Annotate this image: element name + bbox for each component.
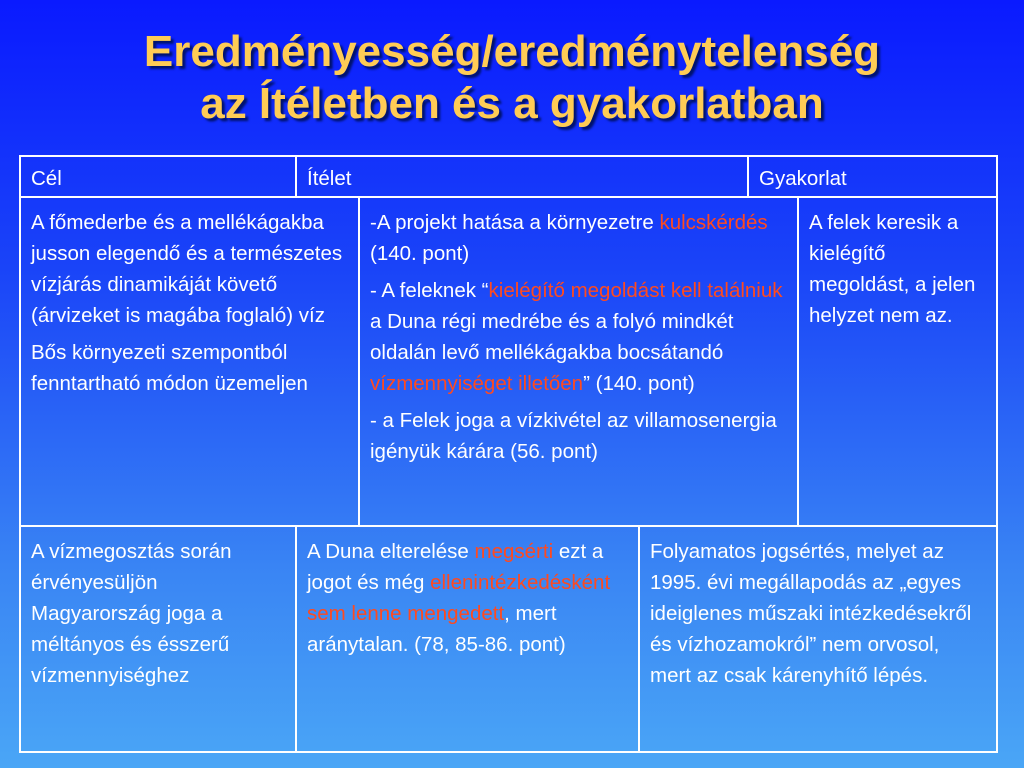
table-border-bottom	[19, 751, 998, 753]
highlight-ellenintezkedes: ellenintézkedésként sem lenne mengedett	[307, 571, 611, 625]
highlight-kielegito-megoldas: kielégítő megoldást kell találniuk	[488, 279, 783, 302]
highlight-megserti: megsérti	[474, 540, 554, 563]
header-gyakorlat: Gyakorlat	[759, 167, 847, 190]
row1-cel-paragraph-1: A főmederbe és a mellékágakba jusson elegendő és a természetes vízjárás dinamikáját követő (árvizeket is magába foglaló) víz	[31, 211, 343, 327]
row2-itelet: A Duna elterelése megsérti ezt a jogot és még ellenintézkedésként sem lenne mengedett, mert aránytalan. (78, 85-86. pont)	[307, 540, 611, 656]
table-divider-header	[19, 196, 998, 198]
row1-cel	[21, 203, 358, 405]
row1-cel-paragraph-2: Bős környezeti szempontból fenntartható módon üzemeljen	[31, 341, 308, 395]
row2-cel: A vízmegosztás során érvényesüljön Magyarország joga a méltányos és ésszerű vízmennyiséghez	[31, 540, 232, 687]
row1-itelet	[360, 203, 797, 473]
table-border-right	[996, 155, 998, 753]
row1-itelet-paragraph-2: - A feleknek “kielégítő megoldást kell találniuk a Duna régi medrébe és a folyó mindkét oldalán levő mellékágakba bocsátandó vízmennyiséget illetően” (140. pont)	[370, 279, 783, 395]
highlight-kulcskerdes: kulcskérdés	[659, 211, 768, 234]
header-cel: Cél	[31, 167, 62, 190]
row2-gyakorlat: Folyamatos jogsértés, melyet az 1995. évi megállapodás az „egyes ideiglenes műszaki intézkedésekről és vízhozamokról” nem orvosol, mert az csak kárenyhítő lépés.	[650, 540, 972, 687]
row1-itelet-paragraph-3: - a Felek joga a vízkivétel az villamosenergia igényük kárára (56. pont)	[370, 409, 777, 463]
table-divider-row1	[19, 525, 998, 527]
highlight-vizmennyiseg: vízmennyiséget illetően	[370, 372, 584, 395]
slide-title-line2: az Ítéletben és a gyakorlatban	[200, 79, 824, 128]
row1-gyakorlat: A felek keresik a kielégítő megoldást, a jelen helyzet nem az.	[809, 211, 976, 327]
slide-title	[0, 26, 1024, 130]
row1-itelet-paragraph-1: -A projekt hatása a környezetre kulcskérdés (140. pont)	[370, 211, 768, 265]
table-border-top	[19, 155, 998, 157]
slide-title-line1: Eredményesség/eredménytelenség	[143, 27, 881, 76]
header-itelet: Ítélet	[307, 167, 352, 190]
